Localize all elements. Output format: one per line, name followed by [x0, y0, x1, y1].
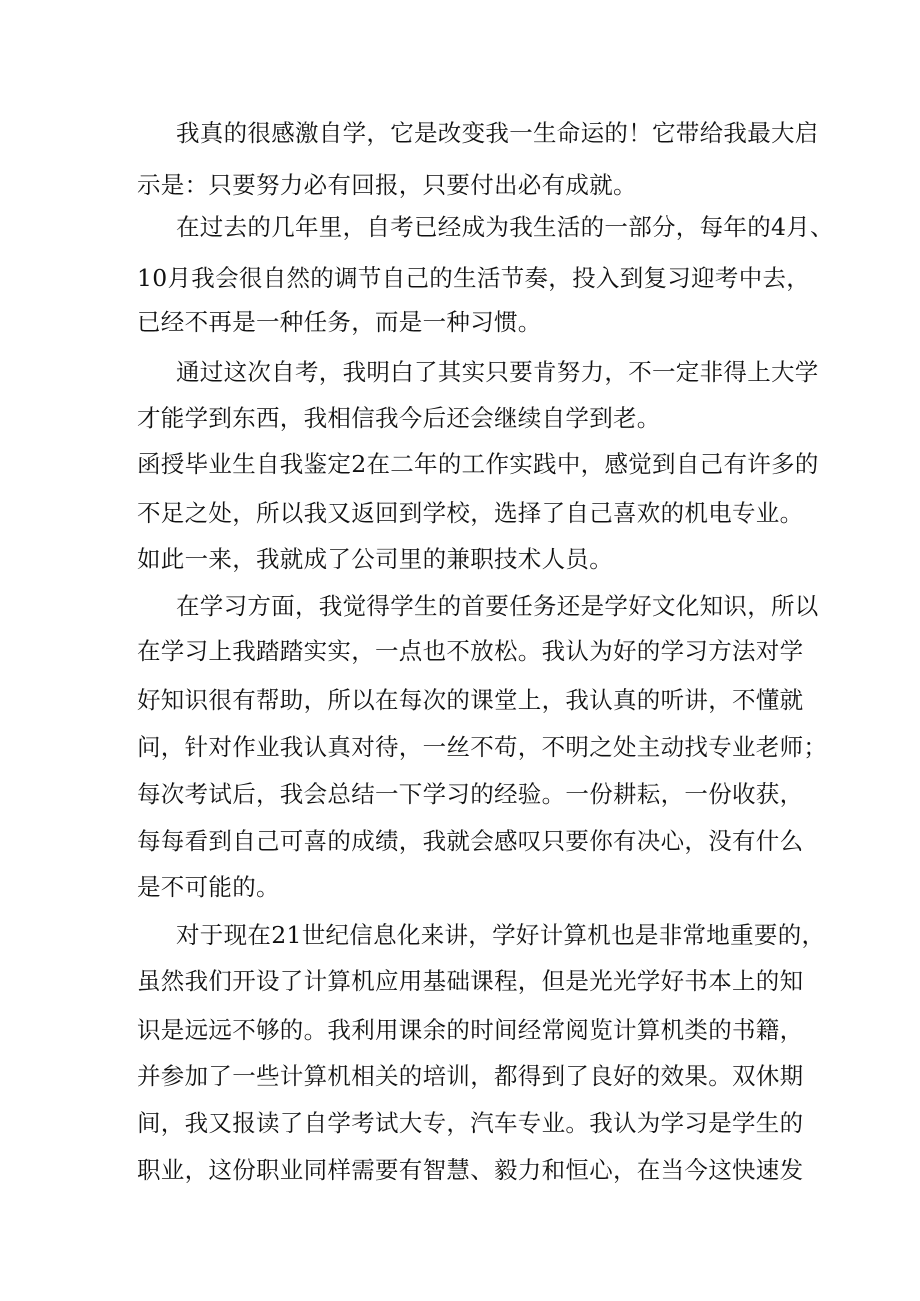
paragraph-line: 10月我会很自然的调节自己的生活节奏，投入到复习迎考中去， — [137, 264, 811, 292]
paragraph-line: 已经不再是一种任务，而是一种习惯。 — [137, 308, 542, 336]
paragraph-line: 在学习上我踏踏实实，一点也不放松。我认为好的学习方法对学 — [137, 637, 804, 665]
paragraph-line: 函授毕业生自我鉴定2在二年的工作实践中，感觉到自己有许多的 — [137, 450, 819, 478]
paragraph-line: 示是：只要努力必有回报，只要付出必有成就。 — [137, 171, 637, 199]
paragraph-line: 每每看到自己可喜的成绩，我就会感叹只要你有决心，没有什么 — [137, 827, 804, 855]
paragraph-line: 我真的很感激自学，它是改变我一生命运的！它带给我最大启 — [176, 119, 819, 147]
paragraph-line: 虽然我们开设了计算机应用基础课程，但是光光学好书本上的知 — [137, 967, 804, 995]
paragraph-line: 好知识很有帮助，所以在每次的课堂上，我认真的听讲，不懂就 — [137, 686, 804, 714]
paragraph-line: 并参加了一些计算机相关的培训，都得到了良好的效果。双休期 — [137, 1062, 804, 1090]
paragraph-line: 是不可能的。 — [137, 873, 280, 901]
paragraph-line: 在过去的几年里，自考已经成为我生活的一部分，每年的4月、 — [176, 213, 834, 241]
paragraph-line: 每次考试后，我会总结一下学习的经验。一份耕耘，一份收获， — [137, 780, 804, 808]
paragraph-line: 问，针对作业我认真对待，一丝不苟，不明之处主动找专业老师； — [137, 733, 828, 761]
paragraph-line: 在学习方面，我觉得学生的首要任务还是学好文化知识，所以 — [176, 592, 819, 620]
paragraph-line: 通过这次自考，我明白了其实只要肯努力，不一定非得上大学 — [176, 358, 819, 386]
paragraph-line: 不足之处，所以我又返回到学校，选择了自己喜欢的机电专业。 — [137, 499, 804, 527]
paragraph-line: 识是远远不够的。我利用课余的时间经常阅览计算机类的书籍， — [137, 1016, 804, 1044]
paragraph-line: 间，我又报读了自学考试大专，汽车专业。我认为学习是学生的 — [137, 1109, 804, 1137]
paragraph-line: 才能学到东西，我相信我今后还会继续自学到老。 — [137, 404, 661, 432]
paragraph-line: 如此一来，我就成了公司里的兼职技术人员。 — [137, 545, 613, 573]
paragraph-line: 对于现在21世纪信息化来讲，学好计算机也是非常地重要的， — [176, 921, 826, 949]
paragraph-line: 职业，这份职业同样需要有智慧、毅力和恒心，在当今这快速发 — [137, 1156, 804, 1184]
